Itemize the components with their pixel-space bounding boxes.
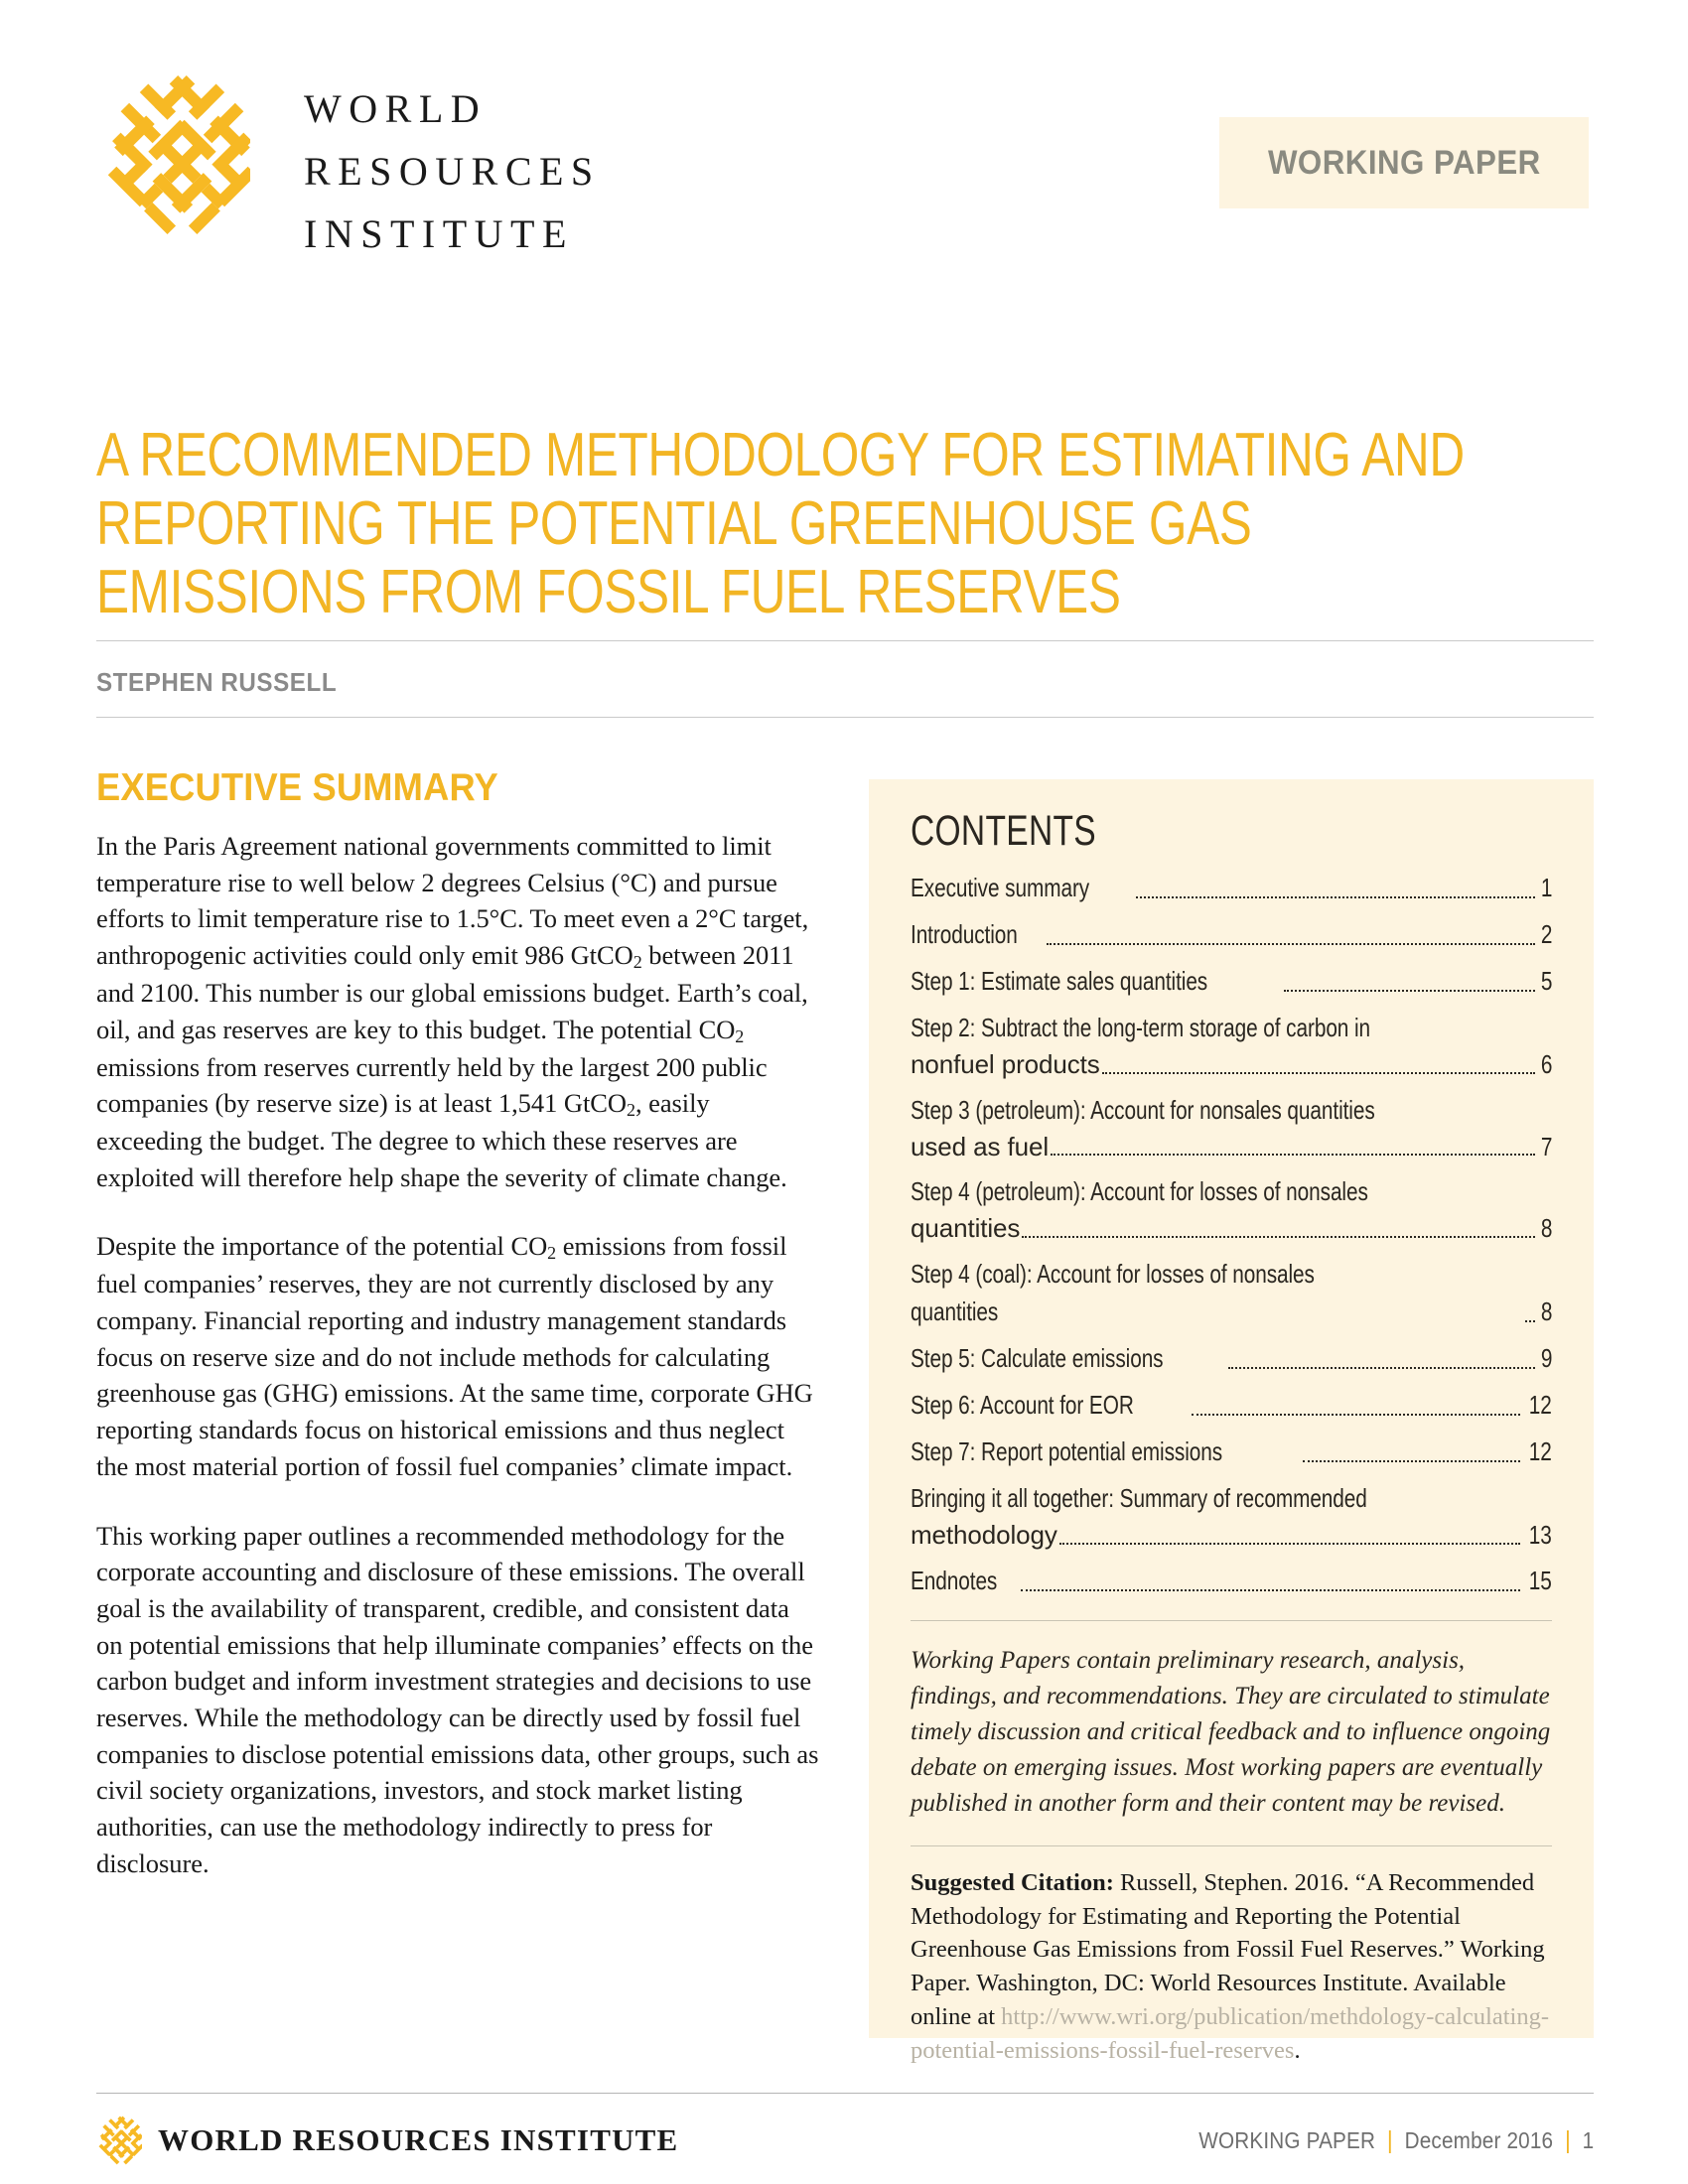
subscript: 2 bbox=[626, 1100, 635, 1121]
executive-summary-heading: EXECUTIVE SUMMARY bbox=[96, 766, 498, 809]
toc-entry[interactable] bbox=[911, 1092, 1552, 1165]
contents-inner bbox=[869, 779, 1594, 1600]
executive-summary-paragraph: Despite the importance of the potential $CO_2$ emissions from fossil fuel companies’ reserves, they are not currently disclosed by any company. Financial reporting and industry management standards focus on reserve size and do not include methods for calculating greenhouse gas (GHG) emissions. At the same time, corporate GHG reporting standards focus on historical emissions and thus neglect the most material portion of fossil fuel companies’ climate impact. bbox=[96, 1231, 813, 1481]
subscript: 2 bbox=[735, 1025, 745, 1046]
toc-entry-label: Introduction bbox=[911, 918, 1018, 949]
contents-heading: CONTENTS bbox=[911, 807, 1096, 855]
toc-entry[interactable] bbox=[911, 1256, 1552, 1331]
toc-entry[interactable] bbox=[911, 963, 1552, 1001]
title-rule-bottom bbox=[96, 717, 1594, 718]
toc-entry[interactable] bbox=[911, 1387, 1552, 1425]
toc-entry[interactable] bbox=[911, 1173, 1552, 1247]
toc-entry-label: Step 7: Report potential emissions bbox=[911, 1436, 1223, 1467]
toc-entry[interactable] bbox=[911, 1433, 1552, 1471]
toc-entry[interactable] bbox=[911, 870, 1552, 907]
toc-entry[interactable] bbox=[911, 1563, 1552, 1600]
citation-trailing: . bbox=[1294, 2036, 1301, 2064]
toc-page-number: 12 bbox=[1529, 1436, 1552, 1467]
toc-entry[interactable] bbox=[911, 1480, 1552, 1554]
toc-dot-leader bbox=[1047, 942, 1535, 945]
toc-page-number: 13 bbox=[1529, 1519, 1552, 1550]
wordmark-line-1: WORLD bbox=[304, 86, 488, 131]
citation-url[interactable]: http://www.wri.org/publication/methdology-calculating-potential-emissions-fossil-fuel-reserves bbox=[911, 2003, 1549, 2064]
working-paper-badge bbox=[1219, 117, 1589, 208]
toc-entry-label: Endnotes bbox=[911, 1565, 998, 1595]
author-byline: STEPHEN RUSSELL bbox=[96, 667, 338, 697]
subscript: 2 bbox=[547, 1243, 557, 1264]
working-paper-note: Working Papers contain preliminary research, analysis, findings, and recommendations. They are circulated to stimulate timely discussion and critical feedback and to influence ongoing debate on emerging issues. Most working papers are eventually published in another form and their content may be revised. bbox=[911, 1646, 1551, 1817]
toc-entry[interactable] bbox=[911, 916, 1552, 954]
footer-logo bbox=[96, 2113, 678, 2168]
footer-meta bbox=[1198, 2126, 1594, 2155]
footer-rule bbox=[96, 2093, 1594, 2094]
footer-separator-icon: | bbox=[1564, 2125, 1571, 2154]
toc-entry-label: Step 6: Account for EOR bbox=[911, 1390, 1134, 1421]
suggested-citation bbox=[869, 1846, 1594, 2068]
executive-summary-paragraph: In the Paris Agreement national governments committed to limit temperature rise to well below 2 degrees Celsius (°C) and pursue efforts to limit temperature rise to 1.5°C. To meet even a 2°C target, anthropogenic activities could only emit 986 GtCO$_2$ between 2011 and 2100. This number is our global emissions budget. Earth’s coal, oil, and gas reserves are key to this budget. The potential $CO_2$ emissions from reserves currently held by the largest 200 public companies (by reserve size) is at least 1,541 GtCO$_2$, easily exceeding the budget. The degree to which these reserves are exploited will therefore help shape the severity of climate change. bbox=[96, 831, 809, 1192]
title-area bbox=[96, 379, 1496, 668]
toc-entry-label: Step 4 (petroleum): Account for losses of nonsales bbox=[911, 1176, 1368, 1207]
toc-dot-leader bbox=[1136, 895, 1534, 898]
page-footer bbox=[96, 2110, 1594, 2171]
page-title: A RECOMMENDED METHODOLOGY FOR ESTIMATING AND REPORTING THE POTENTIAL GREENHOUSE GAS EMISSIONS FROM FOSSIL FUEL RESERVES bbox=[96, 420, 1465, 627]
executive-summary-section bbox=[96, 766, 821, 1881]
footer-wordmark: WORLD RESOURCES INSTITUTE bbox=[158, 2122, 679, 2157]
toc-dot-leader bbox=[1022, 1235, 1534, 1238]
toc-entry-label: Step 2: Subtract the long-term storage of carbon in bbox=[911, 1012, 1371, 1042]
footer-date: December 2016 bbox=[1404, 2126, 1553, 2153]
toc-entry-label-cont: nonfuel products bbox=[911, 1048, 1100, 1079]
toc-page-number: 15 bbox=[1529, 1565, 1552, 1595]
wordmark-line-2: RESOURCES bbox=[304, 149, 601, 195]
wri-wordmark bbox=[304, 69, 601, 266]
page-header bbox=[0, 0, 1688, 298]
toc-entry-label: Bringing it all together: Summary of recommended bbox=[911, 1483, 1367, 1514]
toc-entry-label: Step 1: Estimate sales quantities bbox=[911, 965, 1208, 996]
subscript: 2 bbox=[633, 952, 642, 973]
toc-page-number: 5 bbox=[1540, 965, 1552, 996]
toc-page-number: 6 bbox=[1540, 1048, 1552, 1079]
toc-page-number: 8 bbox=[1540, 1213, 1552, 1244]
table-of-contents bbox=[911, 870, 1552, 1600]
toc-entry-label: Executive summary bbox=[911, 873, 1090, 902]
citation-label: Suggested Citation: bbox=[911, 1868, 1114, 1896]
toc-entry-label-cont: methodology bbox=[911, 1519, 1057, 1550]
toc-entry[interactable] bbox=[911, 1340, 1552, 1378]
toc-dot-leader bbox=[1192, 1413, 1520, 1416]
toc-page-number: 1 bbox=[1540, 873, 1552, 902]
wri-logo-mark bbox=[99, 69, 250, 240]
toc-page-number: 7 bbox=[1540, 1131, 1552, 1161]
toc-dot-leader bbox=[1525, 1319, 1535, 1322]
toc-dot-leader bbox=[1059, 1542, 1520, 1545]
working-paper-badge-label: WORKING PAPER bbox=[1267, 143, 1541, 182]
toc-page-number: 8 bbox=[1540, 1297, 1552, 1327]
toc-page-number: 2 bbox=[1540, 918, 1552, 949]
toc-entry-label: Step 3 (petroleum): Account for nonsales quantities bbox=[911, 1094, 1375, 1125]
toc-entry-label-cont: used as fuel bbox=[911, 1131, 1050, 1161]
footer-separator-icon: | bbox=[1386, 2125, 1393, 2154]
toc-dot-leader bbox=[1051, 1153, 1535, 1156]
toc-dot-leader bbox=[1303, 1459, 1521, 1462]
executive-summary-paragraph: This working paper outlines a recommended methodology for the corporate accounting and disclosure of these emissions. The overall goal is the availability of transparent, credible, and consistent data on potential emissions that help illuminate companies’ effects on the carbon budget and inform investment strategies and decisions to use reserves. While the methodology can be directly used by fossil fuel companies to disclose potential emissions data, other groups, such as civil society organizations, investors, and stock market listing authorities, can use the methodology indirectly to press for disclosure. bbox=[96, 1520, 819, 1878]
toc-entry-label: Step 5: Calculate emissions bbox=[911, 1343, 1164, 1374]
toc-entry-label-cont: quantities bbox=[911, 1213, 1021, 1244]
footer-doc-type: WORKING PAPER bbox=[1197, 2126, 1375, 2153]
footer-page-number: 1 bbox=[1582, 2126, 1594, 2153]
wri-logo-mark-small bbox=[96, 2113, 142, 2168]
wordmark-line-3: INSTITUTE bbox=[304, 211, 574, 257]
toc-dot-leader bbox=[1284, 989, 1535, 992]
toc-dot-leader bbox=[1228, 1366, 1535, 1369]
toc-page-number: 12 bbox=[1529, 1390, 1552, 1421]
contents-sidebar bbox=[869, 779, 1594, 2064]
citation-text: Russell, Stephen. 2016. “A Recommended Methodology for Estimating and Reporting the Potential Greenhouse Gas Emissions from Fossil Fuel Reserves.” Working Paper. Washington, DC: World Resources Institute. Available online at bbox=[911, 1868, 1545, 2031]
toc-entry-label: Step 4 (coal): Account for losses of nonsales quantities bbox=[911, 1259, 1315, 1327]
toc-entry[interactable] bbox=[911, 1010, 1552, 1083]
toc-dot-leader bbox=[1021, 1588, 1520, 1591]
toc-dot-leader bbox=[1102, 1071, 1535, 1074]
toc-page-number: 9 bbox=[1540, 1343, 1552, 1374]
title-rule-top bbox=[96, 640, 1594, 641]
wri-logo bbox=[99, 69, 601, 266]
